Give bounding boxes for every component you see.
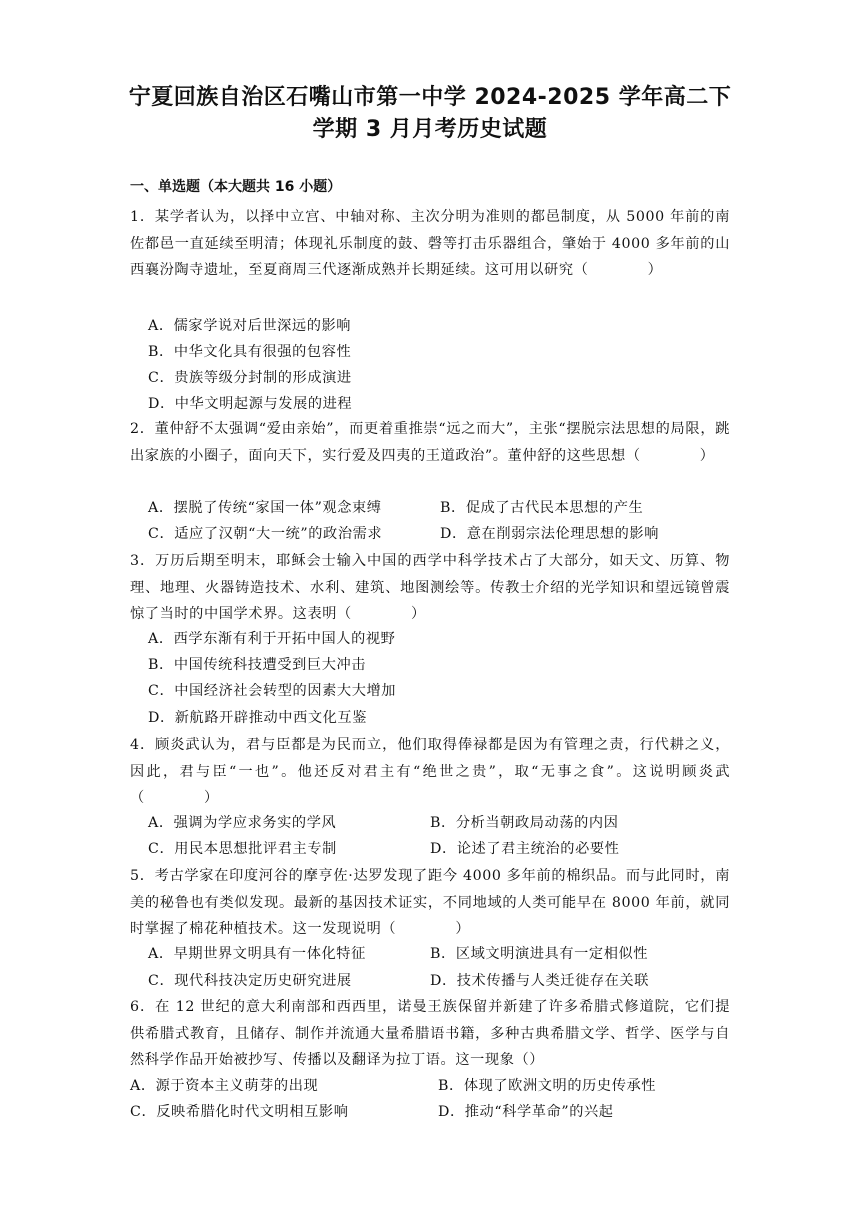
question-1-stem: 1．某学者认为，以择中立宫、中轴对称、主次分明为准则的都邑制度，从 5000 年前的南佐都邑一直延续至明清；体现礼乐制度的鼓、磬等打击乐器组合，肇始于 4000 多年前的山西襄汾陶寺遗址，至夏商周三代逐渐成熟并长期延续。这可用以研究（ ） (130, 209, 730, 278)
question-2-option-b: B．促成了古代民本思想的产生 (440, 500, 644, 516)
exam-title-line1: 宁夏回族自治区石嘴山市第一中学 2024-2025 学年高二下 (128, 85, 732, 110)
question-2-option-d: D．意在削弱宗法伦理思想的影响 (440, 526, 660, 542)
question-5-option-c: C．现代科技决定历史研究进展 (148, 973, 352, 989)
question-1-option-a: A．儒家学说对后世深远的影响 (148, 318, 352, 334)
question-2-option-c: C．适应了汉朝“大一统”的政治需求 (148, 526, 383, 542)
question-4-stem: 4．顾炎武认为，君与臣都是为民而立，他们取得俸禄都是因为有管理之责，行代耕之义，因此，君与臣“一也”。他还反对君主有“绝世之贵”，取“无事之食”。这说明顾炎武（ ） (130, 737, 730, 806)
question-1-option-b: B．中华文化具有很强的包容性 (148, 344, 352, 360)
question-3-option-d: D．新航路开辟推动中西文化互鉴 (148, 710, 368, 726)
question-4-option-a: A．强调为学应求务实的学风 (148, 815, 337, 831)
question-3-option-b: B．中国传统科技遭受到巨大冲击 (148, 657, 367, 673)
exam-title-line2: 学期 3 月月考历史试题 (312, 117, 548, 142)
question-6-stem: 6．在 12 世纪的意大利南部和西西里，诺曼王族保留并新建了许多希腊式修道院，它们提供希腊式教育，且储存、制作并流通大量希腊语书籍，多种古典希腊文学、哲学、医学与自然科学作品开始被抄写、传播以及翻译为拉丁语。这一现象（） (130, 999, 730, 1068)
question-2-option-a: A．摆脱了传统“家国一体”观念束缚 (148, 500, 382, 516)
question-3-option-c: C．中国经济社会转型的因素大大增加 (148, 683, 397, 699)
question-4-option-d: D．论述了君主统治的必要性 (430, 841, 620, 857)
question-6-option-b: B．体现了欧洲文明的历史传承性 (438, 1078, 657, 1094)
question-5-stem: 5．考古学家在印度河谷的摩亨佐·达罗发现了距今 4000 多年前的棉织品。而与此同时，南美的秘鲁也有类似发现。最新的基因技术证实，不同地域的人类可能早在 8000 年前，就同时掌握了棉花种植技术。这一发现说明（ ） (130, 868, 730, 937)
question-5-option-b: B．区域文明演进具有一定相似性 (430, 946, 649, 962)
question-2-stem: 2．董仲舒不太强调“爱由亲始”，而更着重推崇“远之而大”，主张“摆脱宗法思想的局限，跳出家族的小圈子，面向天下，实行爱及四夷的王道政治”。董仲舒的这些思想（ ） (130, 421, 730, 464)
question-1-option-d: D．中华文明起源与发展的进程 (148, 396, 353, 412)
question-3-option-a: A．西学东渐有利于开拓中国人的视野 (148, 631, 396, 647)
question-4-option-c: C．用民本思想批评君主专制 (148, 841, 337, 857)
question-5-option-a: A．早期世界文明具有一体化特征 (148, 946, 366, 962)
question-5-option-d: D．技术传播与人类迁徙存在关联 (430, 973, 650, 989)
question-6-option-a: A．源于资本主义萌芽的出现 (130, 1078, 319, 1094)
question-6-option-d: D．推动“科学革命”的兴起 (438, 1104, 614, 1120)
question-3-stem: 3．万历后期至明末，耶稣会士输入中国的西学中科学技术占了大部分，如天文、历算、物理、地理、火器铸造技术、水利、建筑、地图测绘等。传教士介绍的光学知识和望远镜曾震惊了当时的中国学术界。这表明（ ） (130, 553, 730, 622)
section-heading: 一、单选题（本大题共 16 小题） (130, 179, 342, 195)
question-1-option-c: C．贵族等级分封制的形成演进 (148, 370, 352, 386)
question-4-option-b: B．分析当朝政局动荡的内因 (430, 815, 619, 831)
question-6-option-c: C．反映希腊化时代文明相互影响 (130, 1104, 349, 1120)
